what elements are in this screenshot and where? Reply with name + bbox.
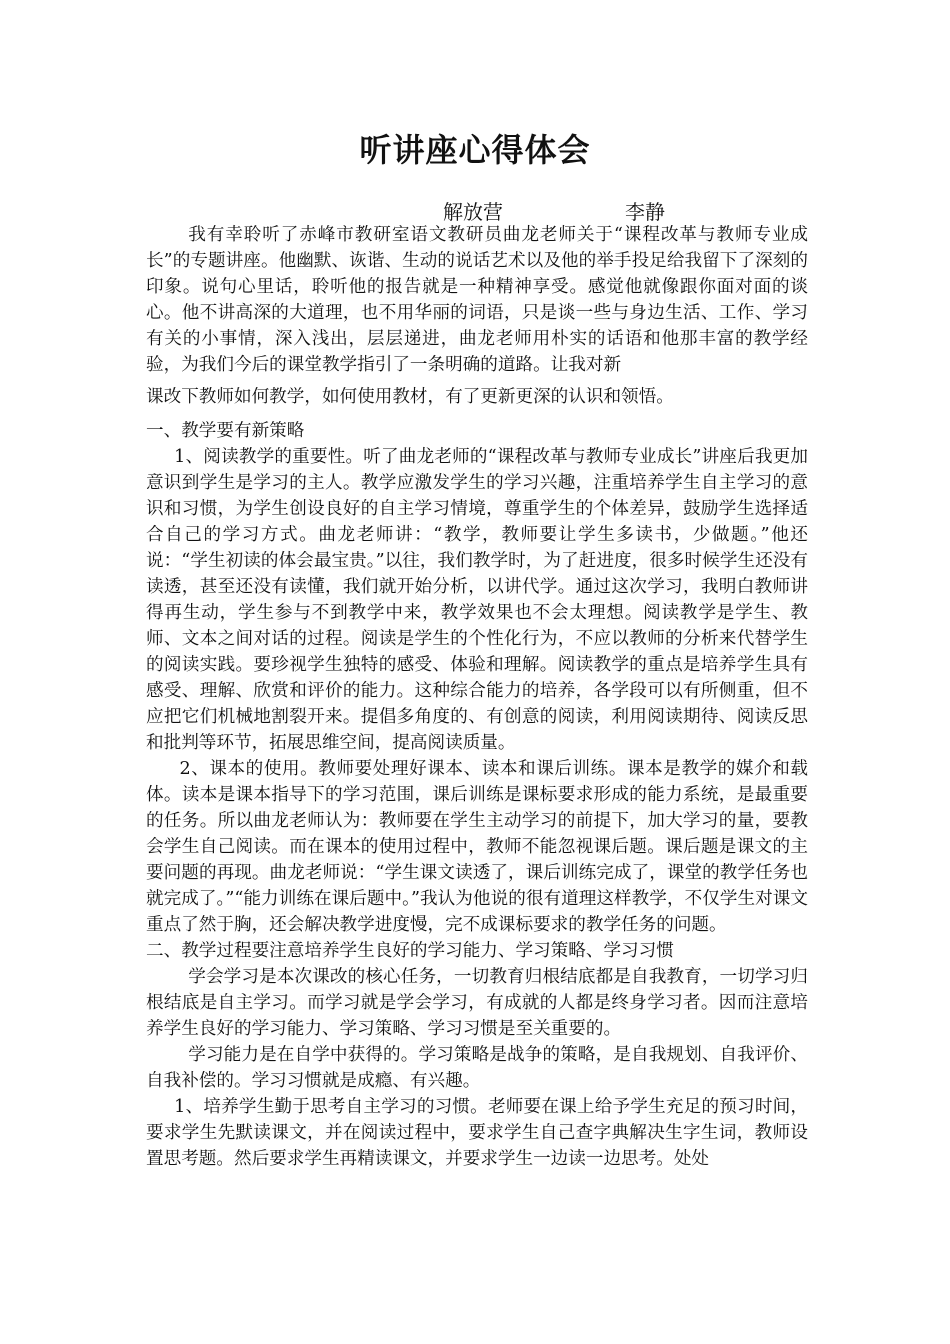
paragraph-intro: 我有幸聆听了赤峰市教研室语文教研员曲龙老师关于“课程改革与教师专业成长”的专题讲座。他幽默、诙谐、生动的说话艺术以及他的举手投足给我留下了深刻的印象。说句心里话，聆听他的报告就是一种精神享受。感觉他就像跟你面对面的谈心。他不讲高深的大道理，也不用华丽的词语，只是谈一些与身边生活、工作、学习有关的小事情，深入浅出，层层递进，曲龙老师用朴实的话语和他那丰富的教学经验，为我们今后的课堂教学指引了一条明确的道路。让我对新 <box>146 225 808 375</box>
paragraph-learning-core: 学会学习是本次课改的核心任务，一切教育归根结底都是自我教育，一切学习归根结底是自主学习。而学习就是学会学习，有成就的人都是终身学习者。因而注意培养学生良好的学习能力、学习策略、学习习惯是至关重要的。 <box>146 967 808 1039</box>
paragraph-thinking-habit: 1、培养学生勤于思考自主学习的习惯。老师要在课上给予学生充足的预习时间，要求学生先默读课文，并在阅读过程中，要求学生自己查字典解决生字生词，教师设置思考题。然后要求学生再精读课文，并要求学生一边读一边思考。处处 <box>146 1097 808 1169</box>
author-name: 李静 <box>625 200 665 224</box>
paragraph-textbook-use: 2、课本的使用。教师要处理好课本、读本和课后训练。课本是教学的媒介和载体。读本是课本指导下的学习范围，课后训练是课标要求形成的能力系统，是最重要的任务。所以曲龙老师认为：教师要在学生主动学习的前提下，加大学习的量，要教会学生自己阅读。而在课本的使用过程中，教师不能忽视课后题。课后题是课文的主要问题的再现。曲龙老师说：“学生课文读透了，课后训练完成了，课堂的教学任务也就完成了。”“能力训练在课后题中。”我认为他说的很有道理这样教学，不仅学生对课文重点了然于胸，还会解决教学进度慢，完不成课标要求的教学任务的问题。 <box>146 759 808 935</box>
document-title: 听讲座心得体会 <box>359 131 591 169</box>
paragraph-reading-teaching: 1、阅读教学的重要性。听了曲龙老师的“课程改革与教师专业成长”讲座后我更加意识到学生是学习的主人。教学应激发学生的学习兴趣，注重培养学生自主学习的意识和习惯，为学生创设良好的自主学习情境，尊重学生的个体差异，鼓励学生选择适合自己的学习方式。曲龙老师讲：“教学，教师要让学生多读书，少做题。”他还说：“学生初读的体会最宝贵。”以往，我们教学时，为了赶进度，很多时候学生还没有读透，甚至还没有读懂，我们就开始分析，以讲代学。通过这次学习，我明白教师讲得再生动，学生参与不到教学中来，教学效果也不会太理想。阅读教学是学生、教师、文本之间对话的过程。阅读是学生的个性化行为，不应以教师的分析来代替学生的阅读实践。要珍视学生独特的感受、体验和理解。阅读教学的重点是培养学生具有感受、理解、欣赏和评价的能力。这种综合能力的培养，各学段可以有所侧重，但不应把它们机械地割裂开来。提倡多角度的、有创意的阅读，利用阅读期待、阅读反思和批判等环节，拓展思维空间，提高阅读质量。 <box>146 447 808 753</box>
document-body <box>146 222 808 1172</box>
section-heading-1: 一、教学要有新策略 <box>146 421 305 441</box>
paragraph-learning-ability: 学习能力是在自学中获得的。学习策略是战争的策略，是自我规划、自我评价、自我补偿的。学习习惯就是成瘾、有兴趣。 <box>146 1045 808 1091</box>
section-heading-2: 二、教学过程要注意培养学生良好的学习能力、学习策略、学习习惯 <box>146 941 674 961</box>
author-school: 解放营 <box>443 200 503 224</box>
paragraph-intro-continued: 课改下教师如何教学，如何使用教材，有了更新更深的认识和领悟。 <box>146 387 674 407</box>
